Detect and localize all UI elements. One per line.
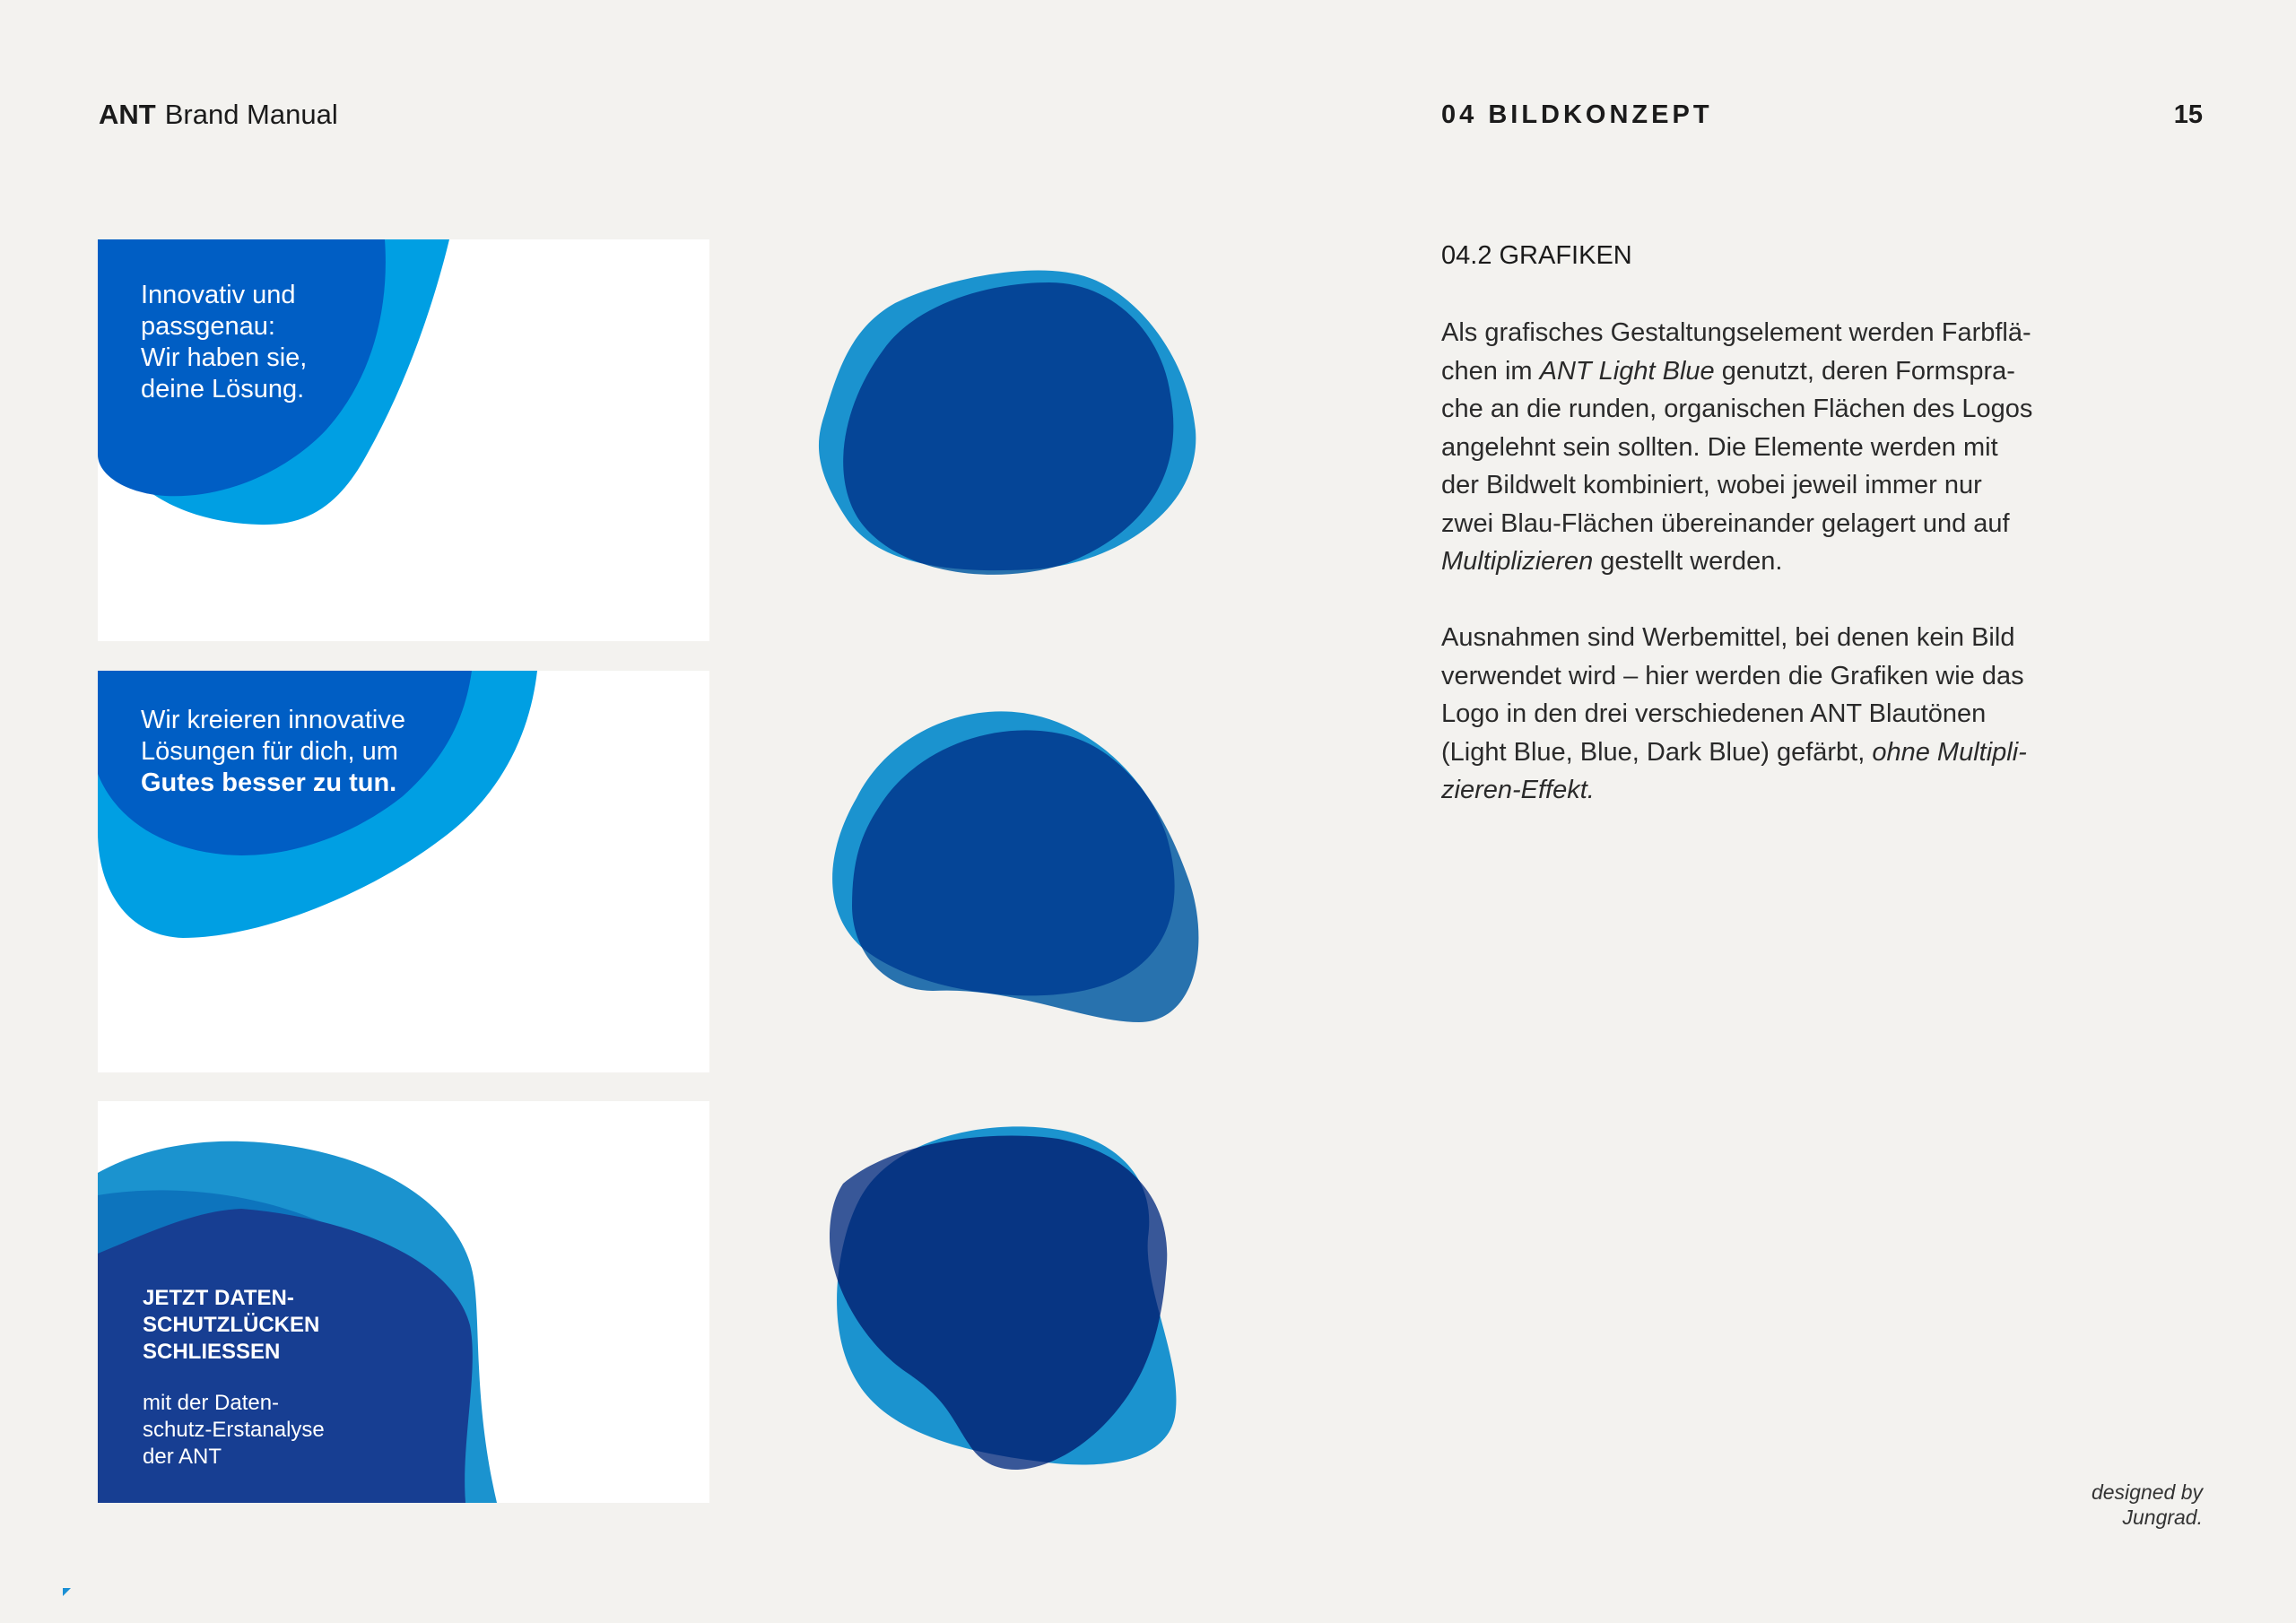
- paragraph-line: der Bildwelt kombiniert, wobei jeweil immer nur: [1441, 471, 1982, 499]
- paragraph-line: Als grafisches Gestaltungselement werden Farbflä-: [1441, 318, 2031, 347]
- card-3-subline-line: der ANT: [143, 1445, 222, 1469]
- paragraph-line: Ausnahmen sind Werbemittel, bei denen kein Bild: [1441, 623, 2015, 652]
- paragraph-line: Multiplizieren gestellt werden.: [1441, 547, 1783, 576]
- paragraph-line: angelehnt sein sollten. Die Elemente werden mit: [1441, 432, 1998, 462]
- card-2-line: Wir kreieren innovative: [141, 706, 405, 734]
- paragraph-line: zieren-Effekt.: [1441, 776, 1595, 804]
- card-2-strong-line: Gutes besser zu tun.: [141, 768, 397, 797]
- corner-mark: [63, 1588, 71, 1596]
- paragraph-line: verwendet wird – hier werden die Grafiken wie das: [1441, 661, 2024, 690]
- card-1-line: Innovativ und: [141, 281, 296, 309]
- paragraph-line: chen im ANT Light Blue genutzt, deren Formspra-: [1441, 356, 2015, 386]
- section-title: 04 BILDKONZEPT: [1441, 100, 1713, 129]
- brand-subtitle: Brand Manual: [164, 99, 338, 130]
- paragraph-line: Logo in den drei verschiedenen ANT Blautönen: [1441, 699, 1987, 728]
- example-card-1: [98, 239, 709, 641]
- credit-line: designed by: [2091, 1480, 2203, 1504]
- designer-credit: [1973, 1480, 2203, 1530]
- blob-pair-1: [789, 260, 1220, 637]
- paragraph-line: zwei Blau-Flächen übereinander gelagert und auf: [1441, 508, 2010, 538]
- paragraph-1: [1441, 314, 2141, 581]
- page-number: 15: [2173, 100, 2203, 129]
- example-card-2: [98, 671, 709, 1072]
- card-1-line: deine Lösung.: [141, 375, 305, 404]
- brand-name: ANT: [99, 99, 156, 130]
- card-1-line: passgenau:: [141, 312, 275, 341]
- paragraph-line: che an die runden, organischen Flächen des Logos: [1441, 395, 2033, 423]
- card-3-subline-line: mit der Daten-: [143, 1391, 280, 1415]
- card-3-headline-line: SCHUTZLÜCKEN: [143, 1313, 320, 1337]
- card-1-text: [141, 280, 307, 405]
- blob-pair-2: [789, 699, 1220, 1076]
- card-1-line: Wir haben sie,: [141, 343, 308, 372]
- card-2-line: Lösungen für dich, um: [141, 737, 398, 766]
- subheading: 04.2 GRAFIKEN: [1441, 241, 1632, 270]
- blob-pair-3: [789, 1121, 1220, 1497]
- card-3-headline-line: JETZT DATEN-: [143, 1286, 294, 1310]
- card-2-text: [141, 705, 405, 799]
- paragraph-line: (Light Blue, Blue, Dark Blue) gefärbt, ohne Multipli-: [1441, 737, 2027, 767]
- credit-line: Jungrad.: [2122, 1506, 2203, 1529]
- brand-title: [99, 97, 338, 133]
- example-card-3: [98, 1101, 709, 1503]
- card-3-headline-line: SCHLIESSEN: [143, 1340, 281, 1364]
- paragraph-2: [1441, 619, 2141, 810]
- card-3-subline-line: schutz-Erstanalyse: [143, 1418, 325, 1442]
- card-3-subline: [143, 1390, 325, 1471]
- card-3-headline: [143, 1285, 319, 1366]
